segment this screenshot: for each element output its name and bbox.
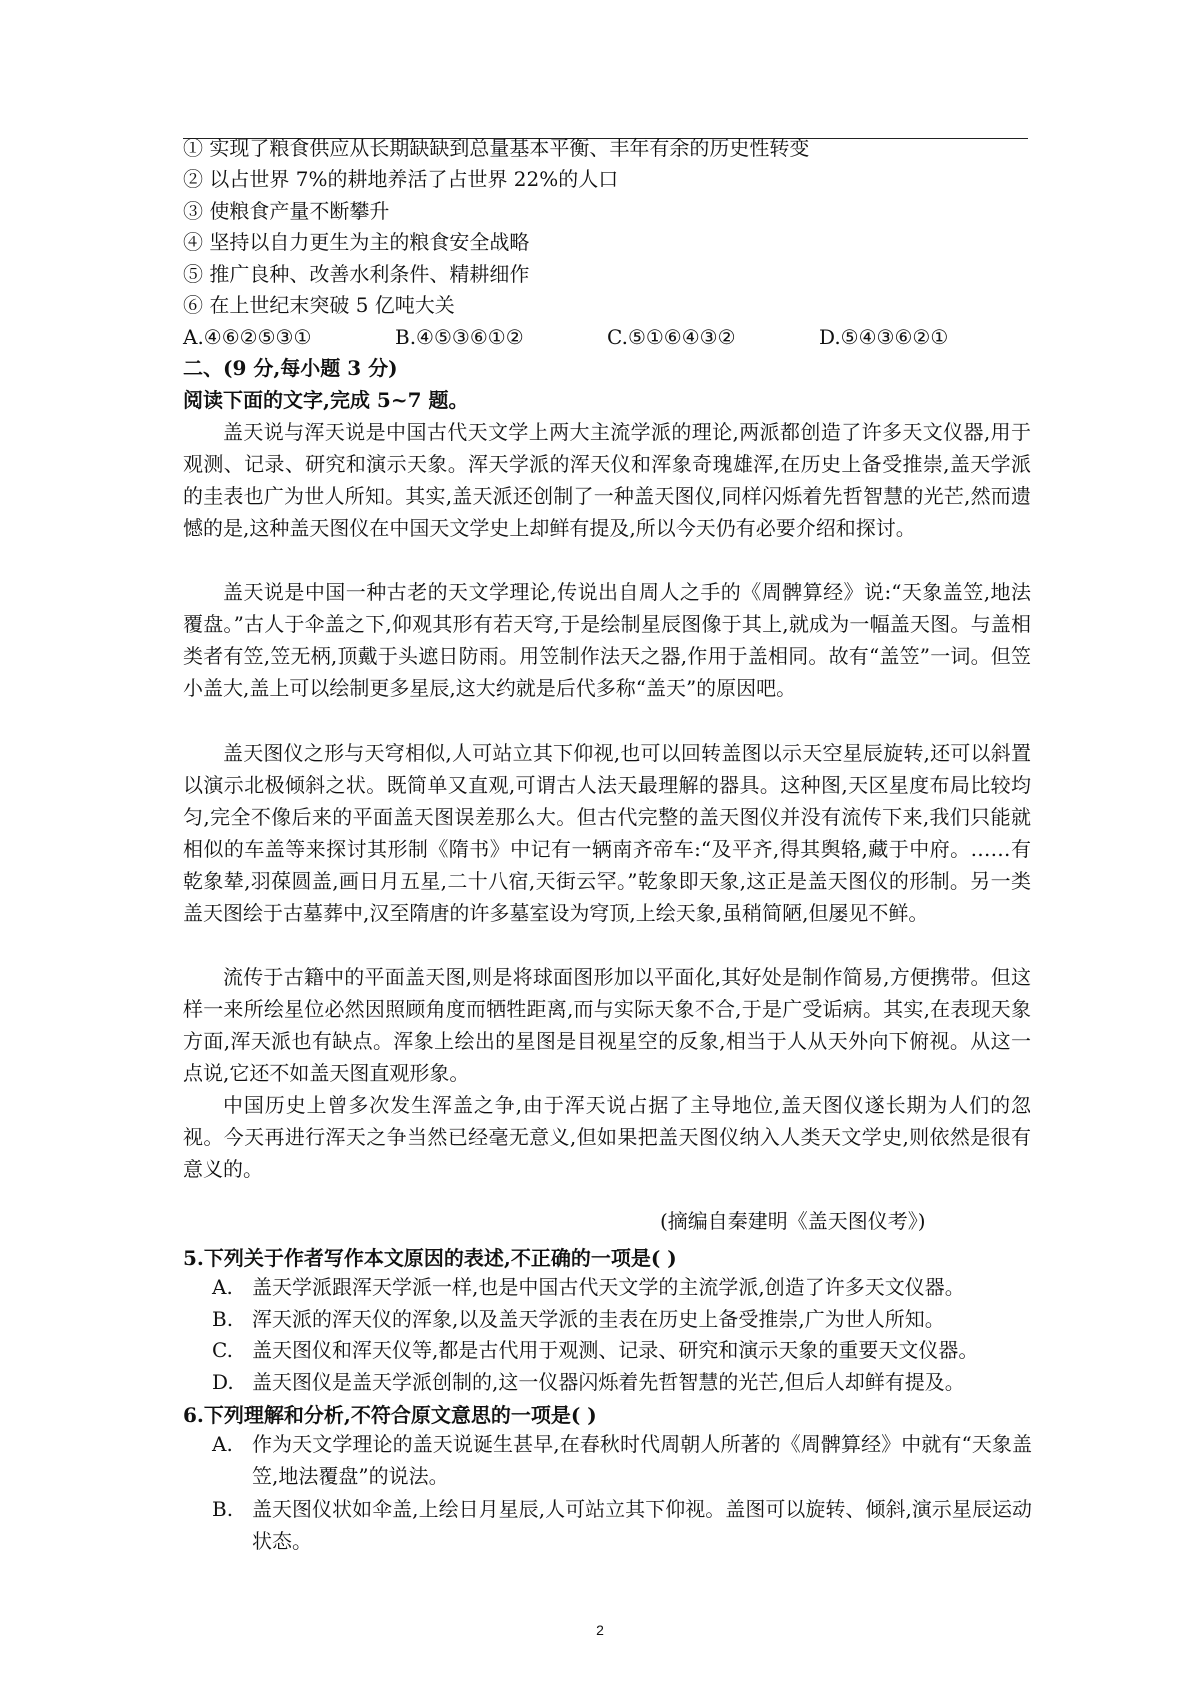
passage-source: (摘编自秦建明《盖天图仪考》) [660,1209,926,1233]
q5-option-b [212,1303,1032,1335]
q4-option-b: B.④⑤③⑥①② [395,325,524,349]
numbered-item-2: ② 以占世界 7%的耕地养活了占世界 22%的人口 [183,167,619,191]
option-text: 盖天学派跟浑天学派一样,也是中国古代天文学的主流学派,创造了许多天文仪器。 [252,1275,965,1299]
question-6-stem: 6.下列理解和分析,不符合原文意思的一项是( ) [183,1403,597,1427]
section-heading: 二、(9 分,每小题 3 分) [183,356,398,380]
passage-paragraph-2: 盖天说是中国一种古老的天文学理论,传说出自周人之手的《周髀算经》说:“天象盖笠,地法覆盘。”古人于伞盖之下,仰观其形有若天穹,于是绘制星辰图像于其上,就成为一幅盖天图。与盖相类者有笠,笠无柄,顶戴于头遮日防雨。用笠制作法天之器,作用于盖相同。故有“盖笠”一词。但笠小盖大,盖上可以绘制更多星辰,这大约就是后代多称“盖天”的原因吧。 [183,580,1031,700]
page-number: 2 [596,1622,604,1638]
numbered-item-1: ① 实现了粮食供应从长期缺缺到总量基本平衡、丰年有余的历史性转变 [183,136,810,160]
numbered-item-6: ⑥ 在上世纪末突破 5 亿吨大关 [183,293,455,317]
q4-option-a: A.④⑥②⑤③① [183,325,312,349]
q4-option-c: C.⑤①⑥④③② [607,325,736,349]
passage-paragraph-5: 中国历史上曾多次发生浑盖之争,由于浑天说占据了主导地位,盖天图仪遂长期为人们的忽视。今天再进行浑天之争当然已经毫无意义,但如果把盖天图仪纳入人类天文学史,则依然是很有意义的。 [183,1093,1031,1181]
reading-instruction: 阅读下面的文字,完成 5~7 题。 [183,388,469,412]
question-5-stem: 5.下列关于作者写作本文原因的表述,不正确的一项是( ) [183,1246,677,1270]
q5-option-a [212,1271,1032,1303]
option-label: D. [212,1370,234,1394]
q5-option-c [212,1334,1032,1366]
option-label: A. [212,1432,233,1456]
q4-option-d: D.⑤④③⑥②① [819,325,949,349]
passage-paragraph-3: 盖天图仪之形与天穹相似,人可站立其下仰视,也可以回转盖图以示天空星辰旋转,还可以斜置以演示北极倾斜之状。既简单又直观,可谓古人法天最理解的器具。这种图,天区星度布局比较均匀,完全不像后来的平面盖天图误差那么大。但古代完整的盖天图仪并没有流传下来,我们只能就相似的车盖等来探讨其形制《隋书》中记有一辆南齐帝车:“及平齐,得其舆辂,藏于中府。……有乾象辇,羽葆圆盖,画日月五星,二十八宿,天街云罕。”乾象即天象,这正是盖天图仪的形制。另一类盖天图绘于古墓葬中,汉至隋唐的许多墓室设为穹顶,上绘天象,虽稍简陋,但屡见不鲜。 [183,741,1031,925]
q4-options [183,324,1028,350]
numbered-item-3: ③ 使粮食产量不断攀升 [183,199,390,223]
option-text: 盖天图仪状如伞盖,上绘日月星辰,人可站立其下仰视。盖图可以旋转、倾斜,演示星辰运动状态。 [252,1497,1032,1553]
option-text: 盖天图仪是盖天学派创制的,这一仪器闪烁着先哲智慧的光芒,但后人却鲜有提及。 [252,1370,965,1394]
option-text: 盖天图仪和浑天仪等,都是古代用于观测、记录、研究和演示天象的重要天文仪器。 [252,1338,979,1362]
numbered-item-4: ④ 坚持以自力更生为主的粮食安全战略 [183,230,530,254]
option-text: 浑天派的浑天仪的浑象,以及盖天学派的圭表在历史上备受推崇,广为世人所知。 [252,1307,945,1331]
option-text: 作为天文学理论的盖天说诞生甚早,在春秋时代周朝人所著的《周髀算经》中就有“天象盖笠,地法覆盘”的说法。 [252,1432,1032,1488]
option-label: B. [212,1497,234,1521]
passage-paragraph-4: 流传于古籍中的平面盖天图,则是将球面图形加以平面化,其好处是制作简易,方便携带。但这样一来所绘星位必然因照顾角度而牺牲距离,而与实际天象不合,于是广受诟病。其实,在表现天象方面,浑天派也有缺点。浑象上绘出的星图是目视星空的反象,相当于人从天外向下俯视。从这一点说,它还不如盖天图直观形象。 [183,965,1031,1085]
option-label: A. [212,1275,233,1299]
q5-option-d [212,1366,1032,1398]
numbered-item-5: ⑤ 推广良种、改善水利条件、精耕细作 [183,262,530,286]
q6-option-b [212,1493,1032,1557]
option-label: C. [212,1338,233,1362]
q6-option-a [212,1428,1032,1492]
option-label: B. [212,1307,234,1331]
passage-paragraph-1: 盖天说与浑天说是中国古代天文学上两大主流学派的理论,两派都创造了许多天文仪器,用于观测、记录、研究和演示天象。浑天学派的浑天仪和浑象奇瑰雄浑,在历史上备受推崇,盖天学派的圭表也广为世人所知。其实,盖天派还创制了一种盖天图仪,同样闪烁着先哲智慧的光芒,然而遗憾的是,这种盖天图仪在中国天文学史上却鲜有提及,所以今天仍有必要介绍和探讨。 [183,420,1031,540]
